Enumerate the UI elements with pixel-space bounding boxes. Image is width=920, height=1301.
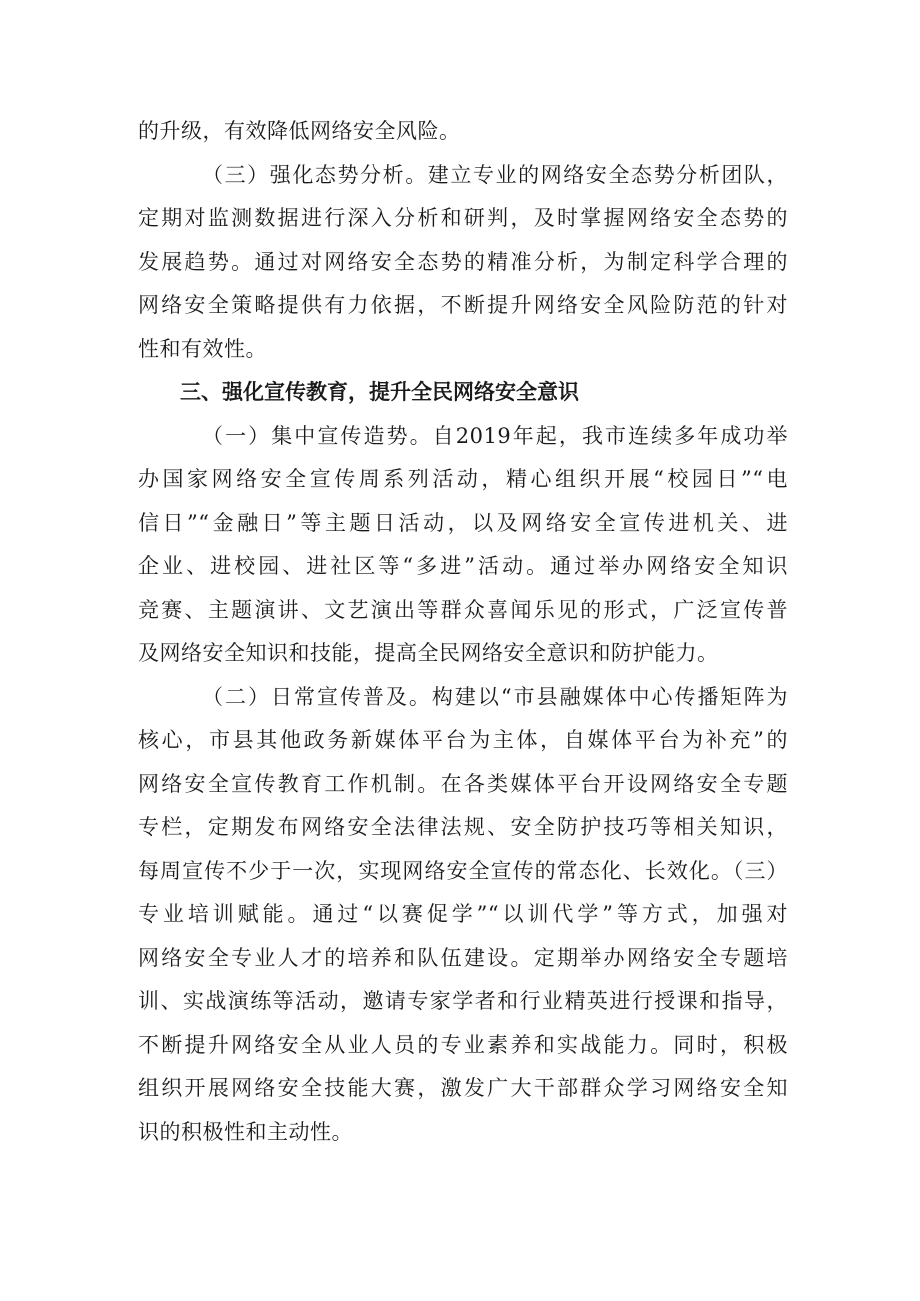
paragraph-line: 识的积极性和主动性。: [138, 1119, 353, 1144]
paragraph-line: 的升级，有效降低网络安全风险。: [138, 119, 461, 143]
paragraph-line: 信日”“金融日”等主题日活动，以及网络安全宣传进机关、进: [138, 510, 788, 535]
paragraph-line: 组织开展网络安全技能大赛，激发广大干部群众学习网络安全知: [138, 1076, 788, 1100]
paragraph-line: 定期对监测数据进行深入分析和研判，及时掌握网络安全态势的: [138, 206, 788, 230]
paragraph-line: 网络安全专业人才的培养和队伍建设。定期举办网络安全专题培: [138, 945, 788, 970]
paragraph-line: （一）集中宣传造势。自2019年起，我市连续多年成功举: [202, 423, 788, 448]
paragraph-line: 网络安全策略提供有力依据，不断提升网络安全风险防范的针对: [138, 293, 788, 317]
paragraph-line: 不断提升网络安全从业人员的专业素养和实战能力。同时，积极: [138, 1032, 788, 1057]
paragraph-line: 办国家网络安全宣传周系列活动，精心组织开展“校园日”“电: [138, 467, 788, 491]
paragraph-line: 每周宣传不少于一次，实现网络安全宣传的常态化、长效化。（三）: [138, 858, 788, 883]
paragraph-line: 网络安全宣传教育工作机制。在各类媒体平台开设网络安全专题: [138, 771, 788, 796]
paragraph-line: 企业、进校园、进社区等“多进”活动。通过举办网络安全知识: [138, 554, 788, 578]
document-body: [138, 110, 788, 1154]
paragraph-line: 发展趋势。通过对网络安全态势的精准分析，为制定科学合理的: [138, 249, 788, 274]
paragraph-line: 训、实战演练等活动，邀请专家学者和行业精英进行授课和指导，: [138, 989, 788, 1013]
paragraph-line: （三）强化态势分析。建立专业的网络安全态势分析团队，: [202, 162, 788, 187]
paragraph-line: 核心，市县其他政务新媒体平台为主体，自媒体平台为补充”的: [138, 728, 788, 752]
section-heading: 三、强化宣传教育，提升全民网络安全意识: [180, 380, 579, 404]
paragraph-line: 性和有效性。: [138, 336, 267, 361]
paragraph-line: 专业培训赋能。通过“以赛促学”“以训代学”等方式，加强对: [138, 902, 788, 926]
paragraph-line: 竞赛、主题演讲、文艺演出等群众喜闻乐见的形式，广泛宣传普: [138, 597, 788, 622]
paragraph-line: 及网络安全知识和技能，提高全民网络安全意识和防护能力。: [138, 641, 719, 665]
paragraph-line: （二）日常宣传普及。构建以“市县融媒体中心传播矩阵为: [202, 684, 788, 709]
paragraph-line: 专栏，定期发布网络安全法律法规、安全防护技巧等相关知识，: [138, 815, 788, 839]
